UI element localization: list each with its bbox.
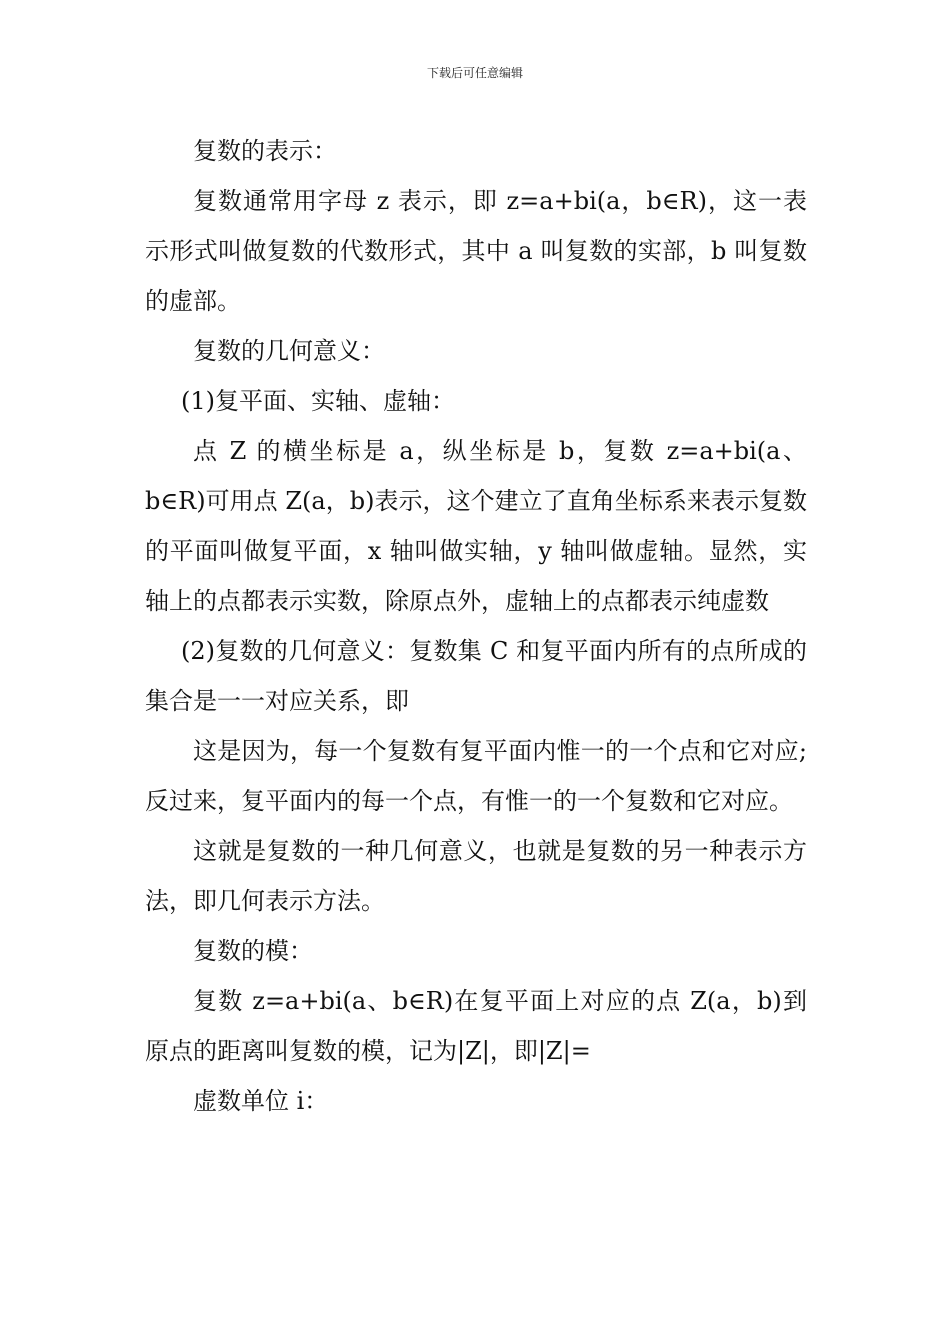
document-body <box>145 126 807 1126</box>
paragraph-one-to-one: 这是因为，每一个复数有复平面内惟一的一个点和它对应;反过来，复平面内的每一个点，有惟一的一个复数和它对应。 <box>145 737 807 815</box>
header-watermark: 下载后可任意编辑 <box>426 66 523 80</box>
heading-modulus: 复数的模： <box>193 937 313 965</box>
subheading-complex-plane: (1)复平面、实轴、虚轴： <box>181 387 455 415</box>
heading-geometric-meaning: 复数的几何意义： <box>193 337 385 365</box>
paragraph-modulus: 复数 z=a+bi(a、b∈R)在复平面上对应的点 Z(a，b)到原点的距离叫复数的模，记为|Z|，即|Z|= <box>145 987 807 1065</box>
paragraph-geometric-representation: 这就是复数的一种几何意义，也就是复数的另一种表示方法，即几何表示方法。 <box>145 837 807 915</box>
heading-imaginary-unit: 虚数单位 i： <box>193 1087 329 1115</box>
paragraph-complex-plane: 点 Z 的横坐标是 a，纵坐标是 b，复数 z=a+bi(a、b∈R)可用点 Z(a，b)表示，这个建立了直角坐标系来表示复数的平面叫做复平面，x 轴叫做实轴，y 轴叫做虚轴。显然，实轴上的点都表示实数，除原点外，虚轴上的点都表示纯虚数 <box>145 437 807 615</box>
paragraph-algebraic-form: 复数通常用字母 z 表示，即 z=a+bi(a，b∈R)，这一表示形式叫做复数的代数形式，其中 a 叫复数的实部，b 叫复数的虚部。 <box>145 187 807 315</box>
heading-representation: 复数的表示： <box>193 137 337 165</box>
paragraph-geometric-correspondence: (2)复数的几何意义：复数集 C 和复平面内所有的点所成的集合是一一对应关系，即 <box>145 637 807 715</box>
